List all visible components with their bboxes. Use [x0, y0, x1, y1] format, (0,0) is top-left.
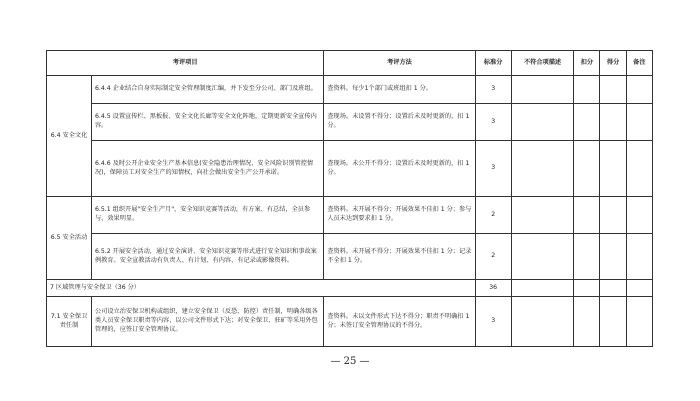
- obtained-cell: [600, 234, 626, 280]
- deduct-cell: [574, 234, 600, 280]
- header-remark: 备注: [626, 51, 652, 76]
- item-method: 查资料。未开展不得分；开展效果不佳扣 1 分；记录不全扣 1 分。: [324, 234, 475, 280]
- obtained-cell: [600, 280, 626, 297]
- deduct-cell: [574, 297, 600, 347]
- item-score: 2: [475, 197, 511, 234]
- obtained-cell: [600, 197, 626, 234]
- item-content: 6.5.2 开展安全活动，通过安全演讲、安全知识竞赛等形式进行安全知识和事故案例教育。安全宣教活动有负责人、有计划、有内容、有记录或影像资料。: [91, 234, 323, 280]
- obtained-cell: [600, 76, 626, 104]
- item-method: 查资料。未以文件形式下达不得分；职责不明确扣 1 分；未签订安全管理协议的不得分。: [324, 297, 475, 347]
- section-label-6-4: 6.4 安全文化: [47, 76, 92, 197]
- noncompliant-cell: [511, 76, 573, 104]
- noncompliant-cell: [511, 234, 573, 280]
- noncompliant-cell: [511, 141, 573, 197]
- table-row: [47, 76, 653, 104]
- header-deduct: 扣分: [574, 51, 600, 76]
- item-score: 2: [475, 234, 511, 280]
- deduct-cell: [574, 141, 600, 197]
- noncompliant-cell: [511, 280, 573, 297]
- noncompliant-cell: [511, 197, 573, 234]
- section-title-7: 7 区域管理与安全保卫（36 分）: [47, 280, 476, 297]
- item-content: 6.5.1 组织开展"安全生产月"、安全知识竞赛等活动，有方案、有总结，全员参与，效果明显。: [91, 197, 323, 234]
- item-score: 3: [475, 141, 511, 197]
- evaluation-table: [46, 50, 653, 347]
- table-row: [47, 297, 653, 347]
- item-score: 3: [475, 104, 511, 141]
- noncompliant-cell: [511, 297, 573, 347]
- obtained-cell: [600, 141, 626, 197]
- obtained-cell: [600, 297, 626, 347]
- item-score: 3: [475, 297, 511, 347]
- remark-cell: [626, 141, 652, 197]
- item-method: 查资料。每少1个部门或班组扣 1 分。: [324, 76, 475, 104]
- section-score-7: 36: [475, 280, 511, 297]
- item-method: 查现场。未设置不得分；设置后未及时更新的，扣 1 分。: [324, 104, 475, 141]
- section-row: [47, 280, 653, 297]
- item-score: 3: [475, 76, 511, 104]
- deduct-cell: [574, 280, 600, 297]
- remark-cell: [626, 76, 652, 104]
- header-row: [47, 51, 653, 76]
- item-method: 查现场。未公开不得分；设置后未及时更新的，扣 1 分。: [324, 141, 475, 197]
- header-noncompliant: 不符合项描述: [511, 51, 573, 76]
- obtained-cell: [600, 104, 626, 141]
- remark-cell: [626, 297, 652, 347]
- noncompliant-cell: [511, 104, 573, 141]
- page-number: — 25 —: [330, 356, 370, 367]
- table-row: [47, 234, 653, 280]
- remark-cell: [626, 197, 652, 234]
- item-content: 6.4.5 设置宣传栏、黑板报、安全文化长廊等安全文化阵地，定期更新安全宣传内容。: [91, 104, 323, 141]
- remark-cell: [626, 234, 652, 280]
- item-content: 6.4.4 企业结合自身实际制定安全管理制度汇编，并下发至分公司、部门及班组。: [91, 76, 323, 104]
- remark-cell: [626, 104, 652, 141]
- deduct-cell: [574, 197, 600, 234]
- item-content: 6.4.6 及时公开企业安全生产基本信息(安全隐患治理情况、安全风险识别管控情况)，保障员工对安全生产的知情权，向社会做出安全生产公开承诺。: [91, 141, 323, 197]
- header-item: 考评项目: [47, 51, 324, 76]
- section-label-7-1: 7.1 安全保卫责任制: [47, 297, 92, 347]
- remark-cell: [626, 280, 652, 297]
- table-row: [47, 141, 653, 197]
- item-method: 查资料。未开展不得分；开展效果不佳扣 1 分；参与人员未达到要求扣 1 分。: [324, 197, 475, 234]
- deduct-cell: [574, 76, 600, 104]
- section-label-6-5: 6.5 安全活动: [47, 197, 92, 280]
- header-method: 考评方法: [324, 51, 475, 76]
- header-score: 标准分: [475, 51, 511, 76]
- table-row: [47, 197, 653, 234]
- table-row: [47, 104, 653, 141]
- header-obtained: 得分: [600, 51, 626, 76]
- item-content: 公司设立治安保卫机构或组织，建立安全保卫（反恐、防控）责任制，明确各级各类人员安全保卫职责等内容，以公司文件形式下达；对安全保卫、驻矿等采用外包管理的，应签订安全管理协议。: [91, 297, 323, 347]
- deduct-cell: [574, 104, 600, 141]
